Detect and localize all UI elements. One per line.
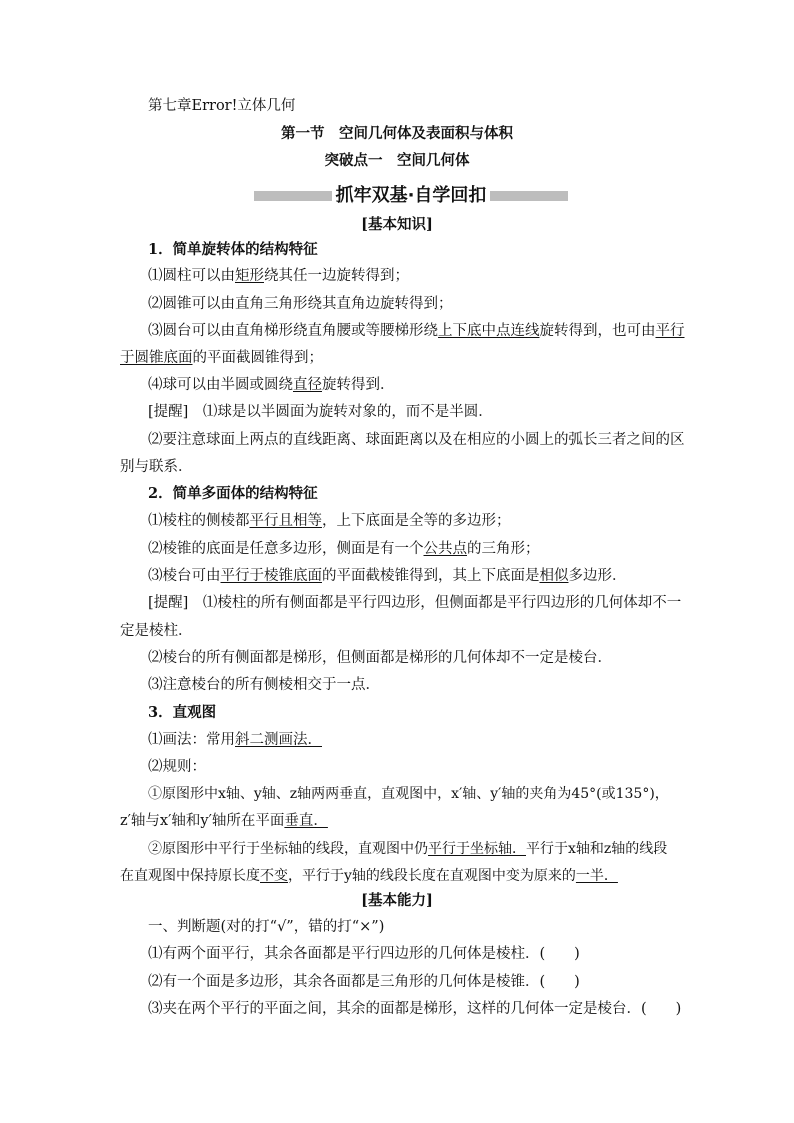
text: 的平面截棱锥得到，其上下底面是 [322,568,540,584]
s1-title: 1．简单旋转体的结构特征 [148,241,318,258]
s2-line3 [148,566,627,586]
text: 旋转得到，也可由 [539,323,656,339]
s1-tip1: [提醒] ⑴球是以半圆面为旋转对象的，而不是半圆． [148,404,493,420]
subsection-title: 突破点一 空间几何体 [324,152,470,169]
text: 的平面截圆锥得到； [192,350,323,366]
banner-bar-right [490,191,568,201]
basic-knowledge-heading: [基本知识] [361,216,433,233]
text: ②原图形中平行于坐标轴的线段，直观图中仍 [148,841,428,857]
underlined-answer: 平行于坐标轴． [428,841,526,857]
s2-title: 2．简单多面体的结构特征 [148,485,318,502]
s3-line1 [148,730,322,750]
s1-line5 [148,375,395,395]
text: 的三角形； [467,541,540,557]
question-3: ⑶夹在两个平行的平面之间，其余的面都是梯形，这样的几何体一定是棱台．( ) [148,1001,682,1017]
text: ⑵棱锥的底面是任意多边形，侧面是有一个 [148,541,424,557]
questions-title: 一、判断题(对的打“√”，错的打“×”) [148,919,385,935]
question-1: ⑴有两个面平行，其余各面都是平行四边形的几何体是棱柱．( ) [148,946,580,962]
underlined-answer: 一半． [575,868,618,884]
underlined-answer: 上下底中点连线 [438,323,540,339]
s2-tip4: ⑶注意棱台的所有侧棱相交于一点． [148,677,380,693]
text: ⑶棱台可由 [148,568,221,584]
underlined-answer: 直径 [293,377,322,393]
text: 旋转得到． [322,377,395,393]
banner-bar-left [254,191,332,201]
question-2: ⑵有一个面是多边形，其余各面都是三角形的几何体是棱锥．( ) [148,974,580,990]
underlined-answer: 矩形 [235,268,264,284]
s1-tip3: 别与联系． [120,459,193,475]
s3-title: 3．直观图 [148,704,217,721]
underlined-answer: 垂直． [284,813,328,829]
text: ，平行于y轴的线段长度在直观图中变为原来的 [288,868,576,884]
underlined-answer: 平行 [655,323,685,339]
basic-ability-heading: [基本能力] [361,892,433,909]
underlined-answer: 于圆锥底面 [120,350,193,366]
text: z′轴与x′轴和y′轴所在平面 [120,813,285,829]
text: ⑴棱柱的侧棱都 [148,513,250,529]
s2-tip1: [提醒] ⑴棱柱的所有侧面都是平行四边形，但侧面都是平行四边形的几何体却不一 [148,595,682,611]
s1-line1 [148,266,409,286]
underlined-answer: 公共点 [423,541,467,557]
underlined-answer: 相似 [539,568,569,584]
section-title: 第一节 空间几何体及表面积与体积 [281,125,513,142]
s1-line4 [120,348,323,368]
s2-line2 [148,539,540,559]
text: 平行于x轴和z轴的线段 [526,841,668,857]
text: ⑶圆台可以由直角梯形绕直角腰或等腰梯形绕 [148,323,438,339]
s2-line1 [148,511,511,531]
s3-line2: ⑵规则： [148,759,206,775]
text: 在直观图中保持原长度 [120,868,260,884]
underlined-answer: 平行且相等 [249,513,322,529]
s1-line2: ⑵圆锥可以由直角三角形绕其直角边旋转得到； [148,296,453,312]
banner-text: 抓牢双基·自学回扣 [335,185,487,206]
section-banner [254,183,568,209]
s3-line4 [120,811,328,831]
s2-tip3: ⑵棱台的所有侧面都是梯形，但侧面都是梯形的几何体却不一定是棱台． [148,650,612,666]
text: ，上下底面是全等的多边形； [322,513,511,529]
s3-line6 [120,866,618,886]
text: ⑴画法：常用 [148,732,235,748]
s1-line3 [148,321,685,341]
s1-tip2: ⑵要注意球面上两点的直线距离、球面距离以及在相应的小圆上的弧长三者之间的区 [148,432,685,448]
s2-tip2: 定是棱柱． [120,623,193,639]
text: 绕其任一边旋转得到； [264,268,409,284]
underlined-answer: 不变 [260,868,288,884]
underlined-answer: 平行于棱锥底面 [220,568,322,584]
text: ⑷球可以由半圆或圆绕 [148,377,293,393]
text: ⑴圆柱可以由 [148,268,235,284]
s3-line3: ①原图形中x轴、y轴、z轴两两垂直，直观图中，x′轴、y′轴的夹角为45°(或135°)， [148,786,669,802]
text: 多边形． [568,568,627,584]
chapter-title: 第七章Error!立体几何 [148,98,296,114]
underlined-answer: 斜二测画法． [235,732,322,748]
s3-line5 [148,839,667,859]
